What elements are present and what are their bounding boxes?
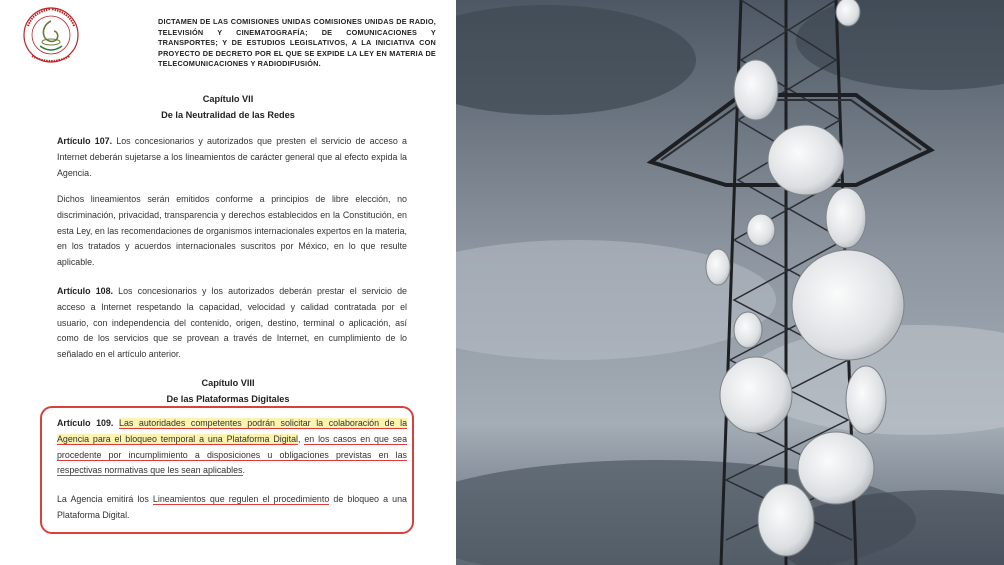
chapter-8-title: De las Plataformas Digitales [166,394,290,404]
highlighted-text: Las autoridades competentes podrán solicitar la colaboración de la Agencia para el bloqueo temporal a una Plataforma Digital [57,418,408,444]
dictamen-header: DICTAMEN DE LAS COMISIONES UNIDAS COMISIONES UNIDAS DE RADIO, TELEVISIÓN Y CINEMATOGRAFÍA; DE COMUNICACIONES Y TRANSPORTES; Y DE ESTUDIOS LEGISLATIVOS, A LA INICIATIVA CON PROYECTO DE DECRETO POR EL QUE SE EXPIDE LA LEY EN MATERIA DE TELECOMUNICACIONES Y RADIODIFUSIÓN. [158,17,436,69]
article-108-text: Los concesionarios y los autorizados deberán prestar el servicio de acceso a Internet respetando la capacidad, velocidad y calidad contratada por el usuario, con independencia del contenido, origen, destino, terminal o aplicación, así como de los servicios que se provean a través de Internet, en cumplimiento de lo señalado en el artículo anterior. [57,286,407,360]
article-107 [57,134,407,181]
underlined-text: en los casos en que sea procedente por incumplimiento a disposiciones u obligaciones previstas en las respectivas normativas que les sean aplicables [57,433,408,476]
senate-seal-logo [18,4,84,66]
article-109-label: Artículo 109. [57,418,114,428]
tower-illustration [456,0,1004,565]
underlined-lineamientos: Lineamientos que regulen el procedimiento [152,494,330,504]
article-108-label: Artículo 108. [57,286,113,296]
chapter-7-number: Capítulo VII [202,94,254,104]
document-page [0,0,456,565]
telecom-tower-photo [456,0,1004,565]
article-108 [57,284,407,363]
chapter-7-title: De la Neutralidad de las Redes [161,110,295,120]
article-107-paragraph-2: Dichos lineamientos serán emitidos conforme a principios de libre elección, no discriminación, privacidad, transparencia y derechos establecidos en la Constitución, en esta Ley, en las recomendaciones de organismos internacionales expertos en la materia, en los tratados y acuerdos internacionales suscritos por México, en lo que resulte aplicable. [57,194,407,268]
article-107-label: Artículo 107. [57,136,113,146]
article-109-paragraph-2: La Agencia emitirá los Lineamientos que regulen el procedimiento de bloqueo a una Plataforma Digital. [57,494,407,520]
chapter-8-number: Capítulo VIII [201,378,255,388]
article-107-text: Los concesionarios y autorizados que presten el servicio de acceso a Internet deberán sujetarse a los lineamientos de carácter general que al efecto expida la Agencia. [57,136,407,178]
article-109: Artículo 109. Las autoridades competentes podrán solicitar la colaboración de la Agencia para el bloqueo temporal a una Plataforma Digital, en los casos en que sea procedente por incumplimiento a disposiciones u obligaciones previstas en las respectivas normativas que les sean aplicables. [57,418,408,476]
